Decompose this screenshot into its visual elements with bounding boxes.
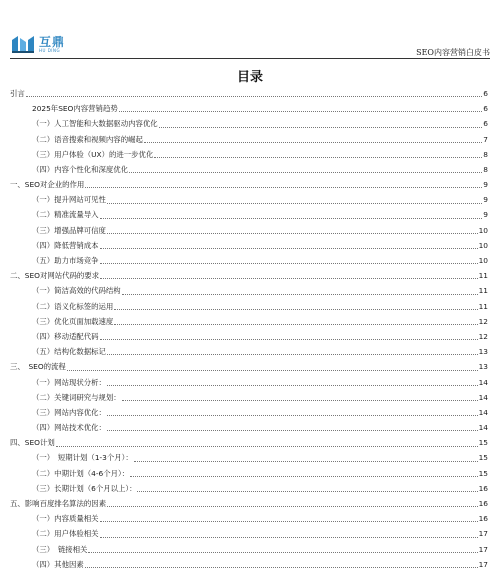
toc-entry-label: 引言 (10, 88, 25, 98)
toc-entry-label: （一）提升网站可见性 (32, 195, 106, 205)
toc-dot-leader (100, 537, 478, 538)
toc-entry-page: 15 (478, 468, 488, 478)
toc-entry-page: 11 (478, 301, 488, 311)
toc-entry-label: （四）移动适配代码 (32, 331, 99, 341)
toc-entry-page: 11 (478, 286, 488, 296)
toc-entry-page: 14 (478, 377, 488, 387)
toc-entry-page: 15 (478, 438, 488, 448)
toc-entry-page: 6 (483, 104, 488, 114)
toc-entry[interactable] (10, 375, 488, 390)
toc-entry-label: （一）网站现状分析： (32, 377, 106, 387)
toc-entry-page: 16 (478, 483, 488, 493)
toc-entry[interactable] (10, 329, 488, 344)
toc-entry-label: （三） 链接相关 (32, 544, 88, 554)
toc-entry[interactable] (10, 132, 488, 147)
toc-entry-page: 10 (478, 256, 488, 266)
toc-entry-page: 15 (478, 453, 488, 463)
toc-dot-leader (107, 354, 478, 355)
toc-entry-label: （三）网站内容优化： (32, 407, 106, 417)
toc-entry-label: （二）精准流量导入 (32, 210, 99, 220)
document-subject: SEO内容营销白皮书 (416, 48, 490, 57)
toc-dot-leader (107, 430, 478, 431)
toc-dot-leader (107, 233, 478, 234)
header-divider (10, 58, 490, 59)
toc-entry-page: 9 (483, 180, 488, 190)
toc-dot-leader (122, 294, 478, 295)
toc-dot-leader (100, 339, 478, 340)
logo-mark-icon (10, 34, 36, 54)
toc-entry-label: （四）网站技术优化： (32, 423, 106, 433)
toc-entry[interactable] (10, 283, 488, 298)
toc-entry-page: 16 (478, 514, 488, 524)
toc-entry[interactable] (10, 451, 488, 466)
toc-entry-page: 13 (478, 362, 488, 372)
toc-entry-page: 9 (483, 195, 488, 205)
toc-entry[interactable] (10, 390, 488, 405)
toc-entry[interactable] (10, 466, 488, 481)
toc-dot-leader (67, 370, 478, 371)
toc-entry-label: （一） 短期计划（1-3个月）： (32, 453, 133, 463)
toc-entry-label: （一）内容质量相关 (32, 514, 99, 524)
toc-entry-page: 14 (478, 392, 488, 402)
toc-entry[interactable] (10, 405, 488, 420)
toc-entry-label: （五）结构化数据标记 (32, 347, 106, 357)
toc-entry[interactable] (10, 359, 488, 374)
company-logo (10, 34, 65, 54)
toc-entry-page: 8 (483, 164, 488, 174)
toc-entry-page: 11 (478, 271, 488, 281)
toc-entry[interactable] (10, 511, 488, 526)
toc-dot-leader (134, 461, 478, 462)
toc-dot-leader (88, 552, 477, 553)
toc-entry-label: （四）降低营销成本 (32, 240, 99, 250)
toc-entry-page: 8 (483, 149, 488, 159)
toc-entry-page: 12 (478, 316, 488, 326)
toc-entry-label: （二）关键词研究与规划： (32, 392, 121, 402)
toc-dot-leader (107, 385, 478, 386)
toc-dot-leader (130, 476, 478, 477)
logo-subtext: HU DING (39, 47, 61, 53)
toc-dot-leader (114, 324, 477, 325)
toc-entry-page: 10 (478, 225, 488, 235)
toc-dot-leader (159, 127, 483, 128)
toc-entry-label: 一、SEO对企业的作用 (10, 180, 85, 190)
toc-entry[interactable] (10, 101, 488, 116)
toc-entry-label: （一）简洁高效的代码结构 (32, 286, 121, 296)
toc-entry-label: （三）优化页面加载速度 (32, 316, 114, 326)
toc-entry-label: （二）语音搜索和视频内容的崛起 (32, 134, 143, 144)
toc-entry[interactable] (10, 208, 488, 223)
toc-entry-label: 三、 SEO的流程 (10, 362, 66, 372)
toc-entry-label: （二）用户体验相关 (32, 529, 99, 539)
logo-name: 互鼎 (39, 34, 66, 49)
toc-entry[interactable] (10, 314, 488, 329)
toc-dot-leader (129, 172, 482, 173)
toc-dot-leader (107, 203, 482, 204)
toc-dot-leader (26, 96, 483, 97)
toc-entry-label: （三）增强品牌可信度 (32, 225, 106, 235)
toc-entry-label: （二）中期计划（4-6个月）： (32, 468, 130, 478)
toc-entry-page: 13 (478, 347, 488, 357)
toc-entry[interactable] (10, 526, 488, 541)
toc-entry[interactable] (10, 253, 488, 268)
toc-dot-leader (107, 415, 478, 416)
toc-entry-page: 12 (478, 331, 488, 341)
toc-entry[interactable] (10, 116, 488, 131)
toc-entry-label: （三）长期计划（6个月以上）： (32, 483, 137, 493)
toc-dot-leader (100, 521, 478, 522)
toc-entry[interactable] (10, 557, 488, 572)
toc-entry[interactable] (10, 223, 488, 238)
page-header (0, 0, 500, 62)
toc-entry[interactable] (10, 496, 488, 511)
toc-dot-leader (144, 142, 482, 143)
toc-dot-leader (154, 157, 482, 158)
toc-entry[interactable] (10, 481, 488, 496)
toc-entry-page: 16 (478, 499, 488, 509)
toc-entry-page: 17 (478, 529, 488, 539)
toc-dot-leader (107, 506, 478, 507)
toc-entry-label: 五、影响百度排名算法的因素 (10, 499, 107, 509)
toc-dot-leader (56, 446, 478, 447)
toc-entry-label: （三）用户体验（UX）的进一步优化 (32, 149, 154, 159)
toc-entry-label: （四）其他因素 (32, 559, 84, 569)
toc-entry[interactable] (10, 542, 488, 557)
toc-dot-leader (100, 263, 478, 264)
toc-entry[interactable] (10, 86, 488, 101)
toc-dot-leader (122, 400, 478, 401)
toc-dot-leader (100, 278, 478, 279)
table-of-contents (10, 86, 488, 572)
toc-entry-label: （四）内容个性化和深度优化 (32, 164, 129, 174)
toc-entry-label: （二）语义化标签的运用 (32, 301, 114, 311)
toc-dot-leader (100, 218, 483, 219)
toc-entry[interactable] (10, 268, 488, 283)
toc-entry[interactable] (10, 344, 488, 359)
toc-dot-leader (119, 111, 483, 112)
toc-dot-leader (100, 248, 478, 249)
toc-entry[interactable] (10, 238, 488, 253)
toc-entry[interactable] (10, 435, 488, 450)
toc-dot-leader (114, 309, 477, 310)
toc-entry-page: 10 (478, 240, 488, 250)
toc-entry-label: （一）人工智能和大数据驱动内容优化 (32, 119, 158, 129)
toc-entry[interactable] (10, 177, 488, 192)
toc-entry-label: 2025年SEO内容营销趋势 (32, 104, 118, 114)
toc-entry-label: 二、SEO对网站代码的要求 (10, 271, 100, 281)
toc-dot-leader (85, 567, 478, 568)
toc-entry-page: 17 (478, 559, 488, 569)
toc-entry-label: （五）助力市场竞争 (32, 256, 99, 266)
toc-dot-leader (85, 187, 482, 188)
toc-entry-page: 14 (478, 423, 488, 433)
toc-dot-leader (137, 491, 477, 492)
toc-title: 目录 (236, 70, 263, 85)
toc-entry-page: 14 (478, 407, 488, 417)
toc-entry-page: 7 (483, 134, 488, 144)
toc-entry[interactable] (10, 192, 488, 207)
toc-entry-page: 6 (483, 119, 488, 129)
toc-entry[interactable] (10, 147, 488, 162)
toc-entry[interactable] (10, 420, 488, 435)
toc-entry-label: 四、SEO计划 (10, 438, 55, 448)
toc-entry-page: 6 (483, 88, 488, 98)
toc-entry[interactable] (10, 299, 488, 314)
toc-entry-page: 9 (483, 210, 488, 220)
toc-entry-page: 17 (478, 544, 488, 554)
toc-entry[interactable] (10, 162, 488, 177)
